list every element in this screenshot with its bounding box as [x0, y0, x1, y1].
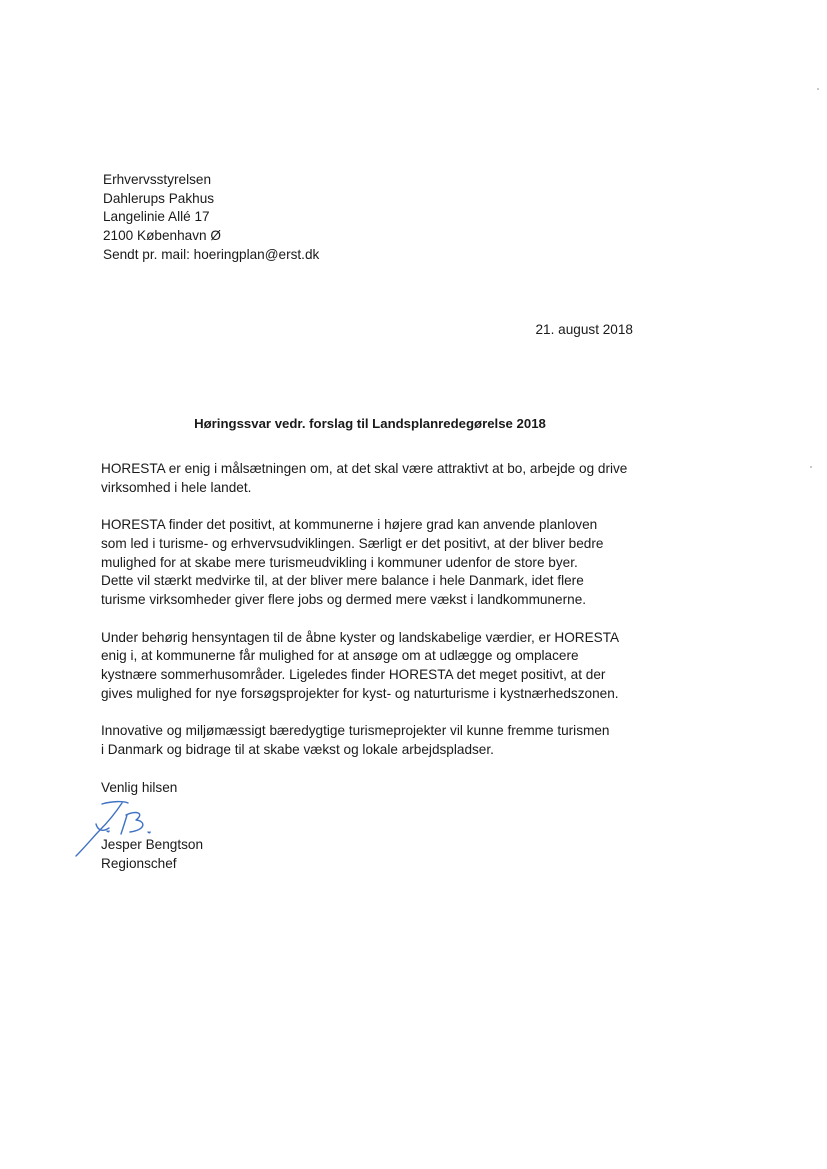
paragraph-line: HORESTA finder det positivt, at kommunerne i højere grad kan anvende planloven	[101, 517, 598, 533]
paragraph-line: HORESTA er enig i målsætningen om, at det skal være attraktivt at bo, arbejde og drive	[101, 461, 628, 476]
letter-date: 21. august 2018	[535, 322, 633, 337]
paragraph-line: Dette vil stærkt medvirke til, at der bliver mere balance i hele Danmark, idet flere	[101, 573, 584, 589]
paragraph-line: turisme virksomheder giver flere jobs og dermed mere vækst i landkommunerne.	[101, 592, 587, 608]
recipient-email-line: Sendt pr. mail: hoeringplan@erst.dk	[103, 246, 320, 262]
signer-name: Jesper Bengtson	[101, 837, 204, 852]
paragraph-line: Under behørig hensyntagen til de åbne kyster og landskabelige værdier, er HORESTA	[101, 629, 620, 645]
paragraph-line: som led i turisme- og erhvervsudviklingen. Særligt er det positivt, at der bliver bedre	[101, 535, 604, 551]
letter-subject: Høringssvar vedr. forslag til Landsplanredegørelse 2018	[194, 416, 546, 431]
paragraph-line: virksomhed i hele landet.	[101, 479, 252, 495]
signer-title: Regionschef	[101, 856, 177, 871]
signer-block	[101, 835, 203, 873]
paragraph-line: mulighed for at skabe mere turismeudvikling i kommuner udenfor de store byer.	[101, 554, 578, 570]
paragraph-line: kystnære sommerhusområder. Ligeledes finder HORESTA det meget positivt, at der	[101, 667, 606, 683]
letter-body	[101, 460, 661, 779]
paragraph-line: i Danmark og bidrage til at skabe vækst og lokale arbejdspladser.	[101, 742, 494, 758]
body-paragraph	[101, 516, 661, 610]
paragraph-line: Innovative og miljømæssigt bæredygtige turismeprojekter vil kunne fremme turismen	[101, 723, 610, 739]
recipient-address	[103, 171, 319, 265]
scan-speck	[810, 466, 812, 468]
paragraph-line: enig i, at kommunerne får mulighed for at ansøge om at udlægge og omplacere	[101, 648, 579, 664]
body-paragraph	[101, 460, 661, 498]
recipient-line: Erhvervsstyrelsen	[103, 172, 212, 187]
closing-salutation: Venlig hilsen	[101, 780, 178, 795]
recipient-line: Dahlerups Pakhus	[103, 190, 215, 206]
scan-speck	[817, 88, 819, 90]
paragraph-line: gives mulighed for nye forsøgsprojekter for kyst- og naturturisme i kystnærhedszonen.	[101, 685, 619, 701]
recipient-line: Langelinie Allé 17	[103, 209, 210, 225]
body-paragraph	[101, 629, 661, 704]
recipient-line: 2100 København Ø	[103, 228, 221, 244]
body-paragraph	[101, 722, 661, 760]
